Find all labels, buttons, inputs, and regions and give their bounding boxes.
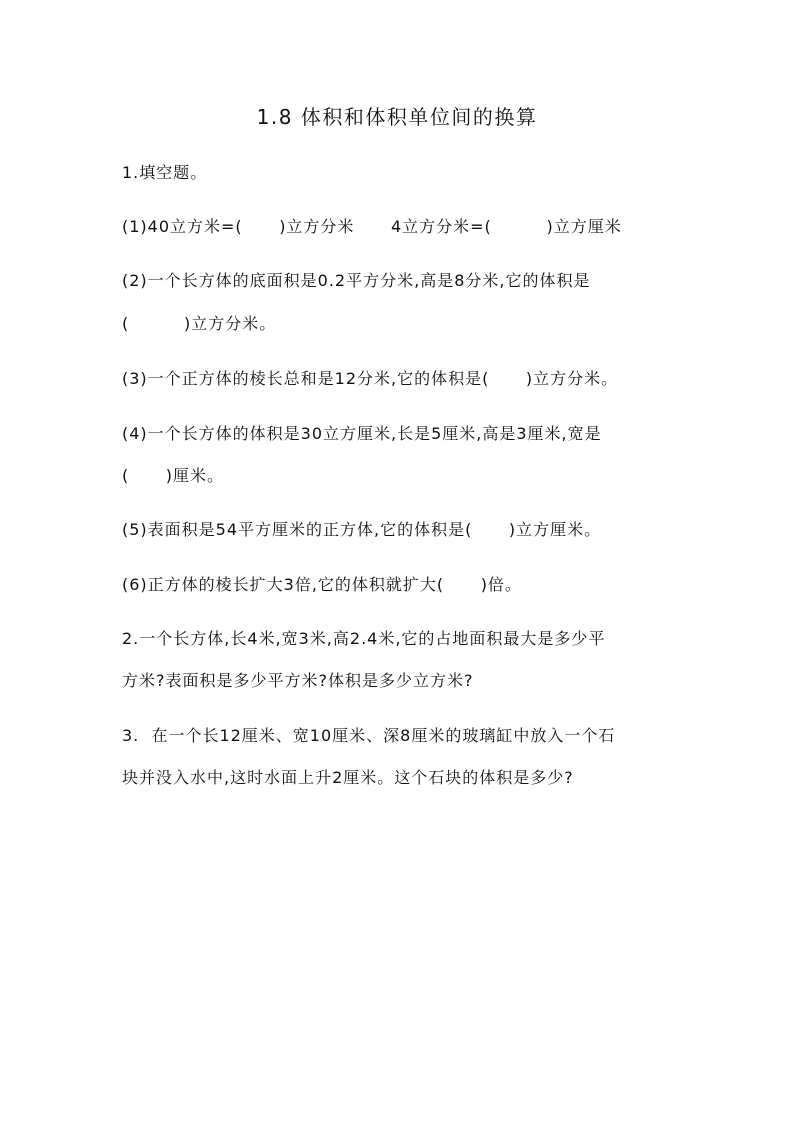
question-1-3: (3)一个正方体的棱长总和是12分米,它的体积是( )立方分米。 bbox=[122, 369, 619, 388]
question-2-line-1: 2.一个长方体,长4米,宽3米,高2.4米,它的占地面积最大是多少平 bbox=[122, 629, 606, 648]
page-title: 1.8 体积和体积单位间的换算 bbox=[256, 105, 538, 129]
section-1-heading: 1.填空题。 bbox=[122, 163, 208, 182]
question-1-1: (1)40立方米=( )立方分米 4立方分米=( )立方厘米 bbox=[122, 217, 622, 236]
question-1-4-line-1: (4)一个长方体的体积是30立方厘米,长是5厘米,高是3厘米,宽是 bbox=[122, 424, 602, 443]
question-1-5: (5)表面积是54平方厘米的正方体,它的体积是( )立方厘米。 bbox=[122, 520, 602, 539]
question-1-2-line-1: (2)一个长方体的底面积是0.2平方分米,高是8分米,它的体积是 bbox=[122, 271, 591, 290]
question-3-line-1: 3. 在一个长12厘米、宽10厘米、深8厘米的玻璃缸中放入一个石 bbox=[122, 726, 616, 745]
question-3-line-2: 块并没入水中,这时水面上升2厘米。这个石块的体积是多少? bbox=[122, 768, 574, 787]
question-1-4-line-2: ( )厘米。 bbox=[122, 466, 225, 485]
question-1-6: (6)正方体的棱长扩大3倍,它的体积就扩大( )倍。 bbox=[122, 575, 522, 594]
question-2-line-2: 方米?表面积是多少平方米?体积是多少立方米? bbox=[122, 671, 474, 690]
question-1-2-line-2: ( )立方分米。 bbox=[122, 314, 277, 333]
